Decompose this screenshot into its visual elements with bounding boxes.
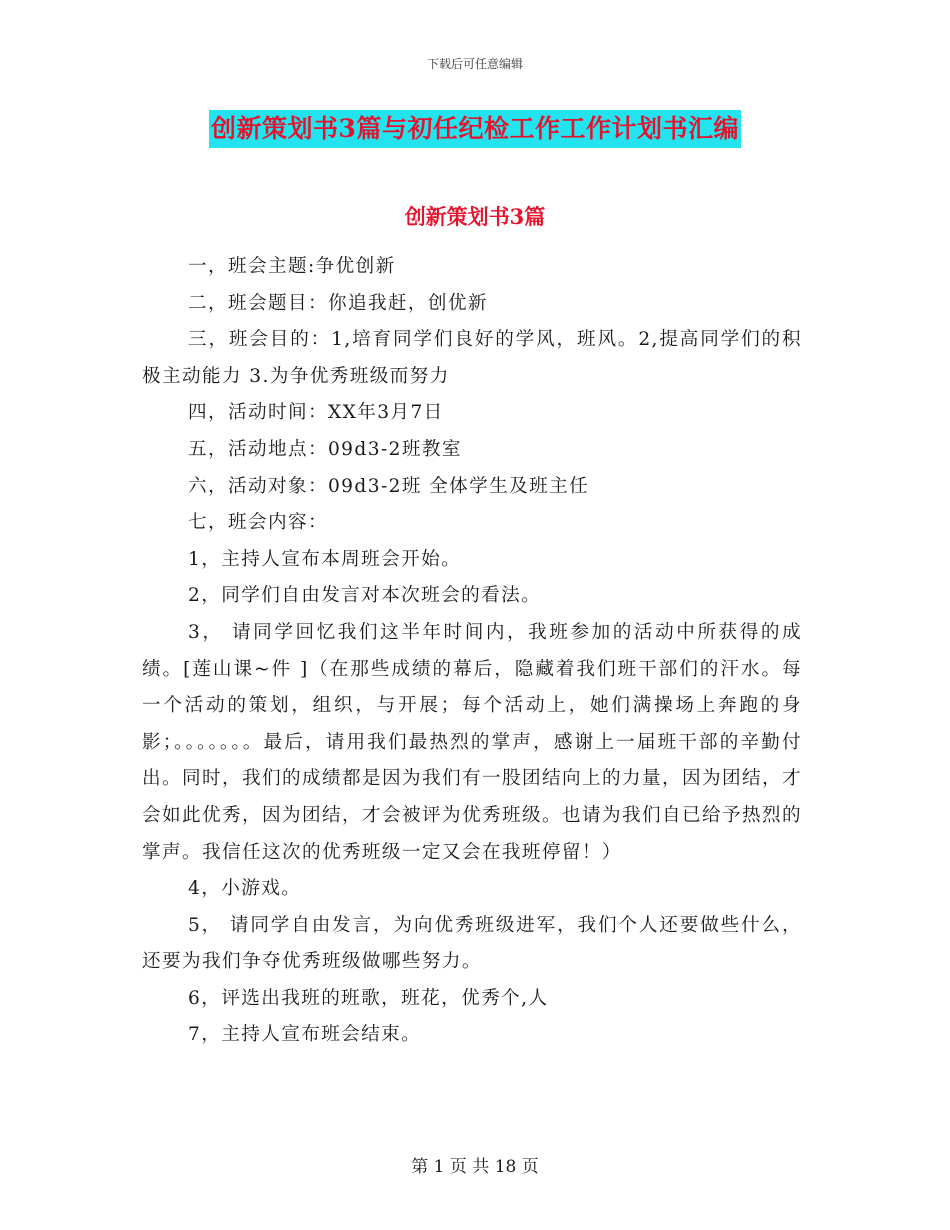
paragraph: 六，活动对象：09d3-2班 全体学生及班主任 [188,475,590,497]
paragraph: 二，班会题目：你追我赶，创优新 [188,292,488,314]
paragraph: 三，班会目的：1,培育同学们良好的学风，班风。2,提高同学们的积极主动能力 3.为争优秀班级而努力 [142,329,802,387]
paragraph: 七，班会内容： [188,512,328,534]
paragraph: 五，活动地点：09d3-2班教室 [188,438,462,460]
section-title: 创新策划书3篇 [404,204,546,229]
paragraph: 1，主持人宣布本周班会开始。 [188,548,462,570]
paragraph: 4，小游戏。 [188,878,302,900]
paragraph: 7，主持人宣布班会结束。 [188,1024,422,1046]
page-number-footer: 第 1 页 共 18 页 [411,1157,539,1177]
paragraph: 6，评选出我班的班歌，班花，优秀个,人 [188,987,549,1009]
document-title-container [0,110,950,148]
paragraph: 一，班会主题:争优创新 [188,256,396,277]
paragraph: 四，活动时间：XX年3月7日 [188,402,444,424]
page-header: 下载后可任意编辑 [426,57,523,71]
paragraph: 5， 请同学自由发言，为向优秀班级进军，我们个人还要做些什么，还要为我们争夺优秀班级做哪些努力。 [142,914,802,973]
document-title: 创新策划书3篇与初任纪检工作工作计划书汇编 [209,110,741,148]
document-body [142,249,802,1054]
paragraph: 3， 请同学回忆我们这半年时间内，我班参加的活动中所获得的成绩。[莲山课~件 ]（在那些成绩的幕后，隐藏着我们班干部们的汗水。每一个活动的策划，组织，与开展；每个活动上，她们满操场上奔跑的身影；。。。。。。。最后，请用我们最热烈的掌声，感谢上一届班干部的辛勤付出。同时，我们的成绩都是因为我们有一股团结向上的力量，因为团结，才会如此优秀，因为团结，才会被评为优秀班级。也请为我们自已给予热烈的掌声。我信任这次的优秀班级一定又会在我班停留！） [142,621,802,863]
paragraph: 2，同学们自由发言对本次班会的看法。 [188,585,542,607]
